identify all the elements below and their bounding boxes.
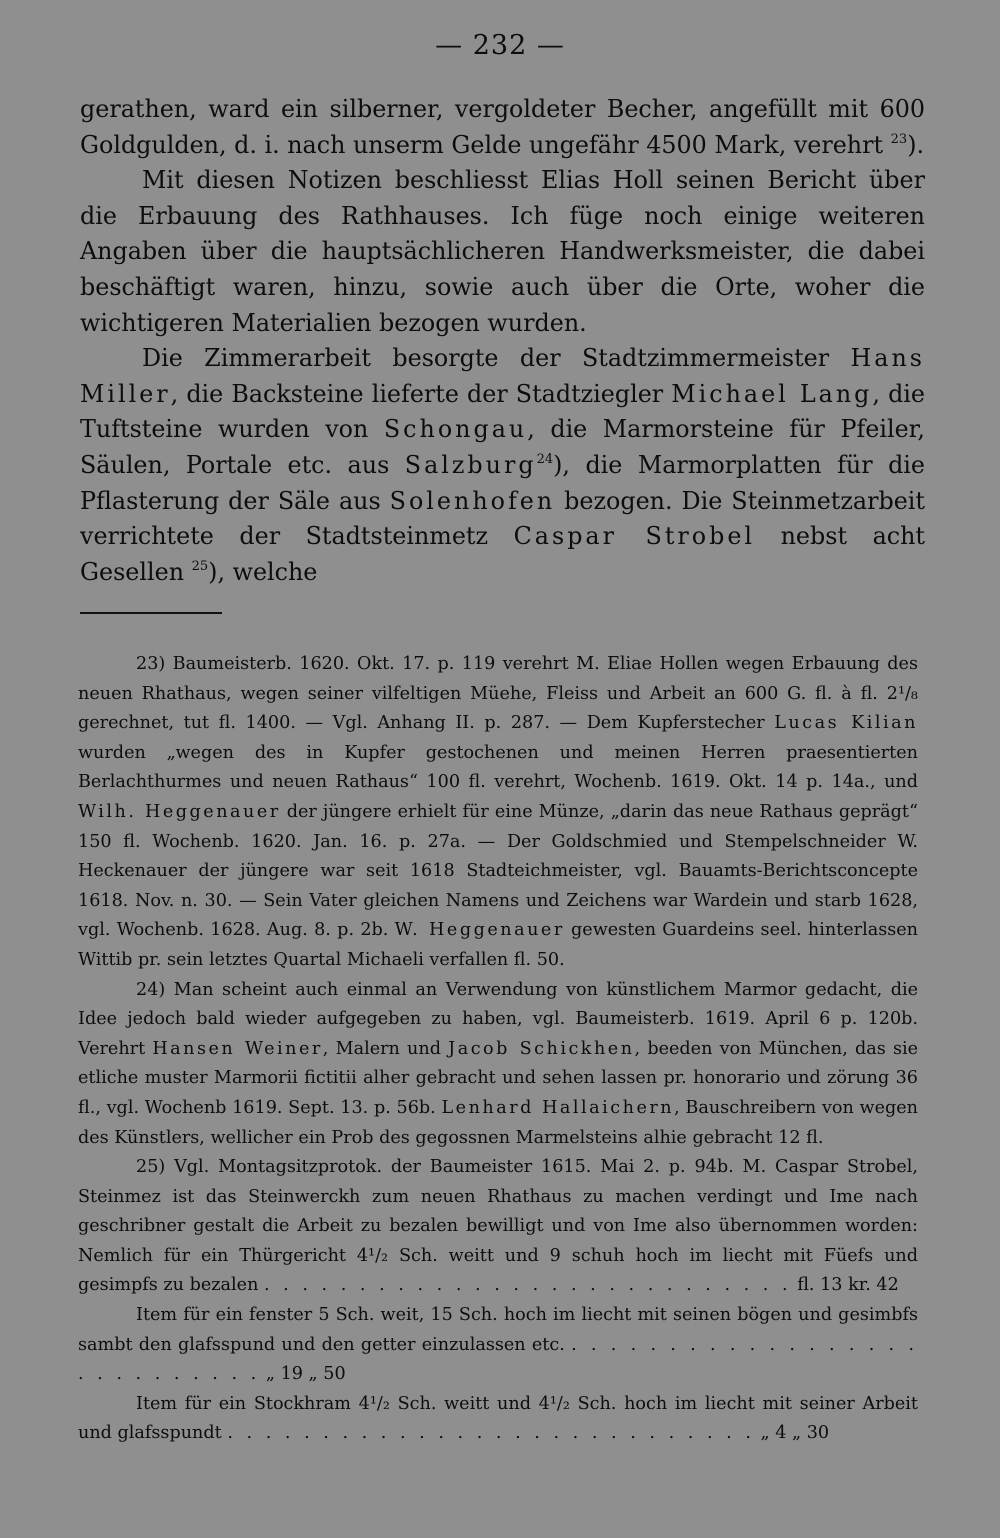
p3-text-h: ), welche [208, 557, 318, 586]
name-michael-lang: Michael Lang [671, 379, 873, 408]
footnote-ref-24: 24 [536, 451, 554, 467]
place-salzburg: Salzburg [404, 450, 537, 479]
fn24-text-b: , Malern und [322, 1038, 441, 1059]
item-fenster-text: Item für ein fenster 5 Sch. weit, 15 Sch. hoch im liecht mit seinen bögen und gesimbfs sambt den glafsspund und den getter einzulassen etc. [78, 1305, 918, 1355]
main-text [80, 92, 925, 590]
name-lucas-kilian: Lucas Kilian [774, 713, 919, 734]
amount-fenster: „ 19 „ 50 [265, 1364, 346, 1385]
name-w-heggenauer: W. Heggenauer [394, 920, 565, 941]
fn23-text-c: der jüngere erhielt für eine Münze, „darin das neue Rathaus geprägt“ 150 fl. Wochenb. 1620. Jan. 16. p. 27a. — Der Goldschmied und Stempelschneider W. Heckenauer der jüngere war seit 1618 Stadteichmeister, vgl. Bauamts-Berichtsconcepte 1618. Nov. n. 30. — Sein Vater gleichen Namens und Zeichens war Wardein und starb 1628, vgl. Wochenb. 1628. Aug. 8. p. 2b. [78, 801, 918, 941]
item-stockhram-text: Item für ein Stockhram 4¹/₂ Sch. weitt und 4¹/₂ Sch. hoch im liecht mit seiner Arbeit und glafsspundt [78, 1393, 918, 1444]
p3-text-f: bezogen. Die Steinmetzarbeit verrichtete der Stadtsteinmetz [80, 486, 925, 551]
item-stockhram [78, 1390, 918, 1449]
paragraph-1-end: ). [907, 130, 925, 159]
footnotes [78, 650, 918, 1449]
fn24-text-a: 24) Man scheint auch einmal an Verwendung von künstlichem Marmor gedacht, die Idee jedoch bald wieder aufgegeben zu haben, vgl. Baumeisterb. 1619. April 6 p. 120b. Verehrt [78, 979, 918, 1059]
footnote-ref-25: 25 [191, 558, 209, 574]
amount-thuergericht: fl. 13 kr. 42 [797, 1275, 899, 1296]
footnote-separator [80, 612, 222, 614]
page-number: — 232 — [435, 30, 565, 61]
fn25-text-a: 25) Vgl. Montagsitzprotok. der Baumeister 1615. Mai 2. p. 94b. M. Caspar Strobel, Steinmez ist das Steinwerckh zum neuen Rhathaus zu machen verdingt und Ime nach geschribner gestalt die Arbeit zu bezalen bewilligt und von Ime also übernommen worden: Nemlich für ein Thürgericht 4¹/₂ Sch. weitt und 9 schuh hoch im liecht mit Füefs und gesimpfs zu bezalen [78, 1157, 918, 1296]
fn23-text-a: 23) Baumeisterb. 1620. Okt. 17. p. 119 verehrt M. Eliae Hollen wegen Erbauung des neuen Rhathaus, wegen seiner vilfeltigen Müehe, Fleiss und Arbeit an 600 G. fl. à fl. 2¹/₈ gerechnet, tut fl. 1400. — Vgl. Anhang II. p. 287. — Dem Kupferstecher [78, 654, 918, 734]
fn23-text-b: wurden „wegen des in Kupfer gestochenen und meinen Herren praesentierten Berlachthurmes und neuen Rathaus“ 100 fl. verehrt, Wochenb. 1619. Okt. 14 p. 14a., und [78, 742, 918, 793]
fn24-text-c: , beeden von München, das sie etliche muster Marmorii fictitii alher gebracht und sehen lassen pr. honorario und zörung 36 fl., vgl. Wochenb 1619. Sept. 13. p. 56b. [78, 1038, 919, 1118]
footnote-24 [78, 976, 918, 1154]
p3-text-e: ), die Marmorplatten für die Pflasterung der Säle aus [80, 450, 925, 515]
amount-stockhram: „ 4 „ 30 [760, 1423, 830, 1444]
p3-text-c: , die Tuftsteine wurden von [80, 379, 925, 444]
p3-text-b: , die Backsteine lieferte der Stadtziegler [170, 379, 664, 408]
fn24-text-d: , Bauschreibern von wegen des Künstlers, wellicher ein Prob des gegossnen Marmelsteins alhie gebracht 12 fl. [78, 1097, 919, 1148]
paragraph-2: Mit diesen Notizen beschliesst Elias Holl seinen Bericht über die Erbauung des Rathhauses. Ich füge noch einige weiteren Angaben über die hauptsächlicheren Handwerksmeister, die dabei beschäftigt waren, hinzu, sowie auch über die Orte, woher die wichtigeren Materialien bezogen wurden. [80, 166, 925, 337]
name-jacob-schickhen: Jacob Schickhen [448, 1038, 635, 1059]
leader-dots-1: . . . . . . . . . . . . . . . . . . . . . . . . . . . . [264, 1275, 792, 1296]
place-schongau: Schongau [383, 415, 528, 444]
footnote-25 [78, 1153, 918, 1301]
leader-dots-3: . . . . . . . . . . . . . . . . . . . . . . . . . . . . [227, 1423, 755, 1444]
name-hansen-weiner: Hansen Weiner [152, 1038, 323, 1059]
leader-dots-2: . . . . . . . . . . . . . . . . . . . . . . . . . . . . [78, 1334, 918, 1385]
name-hans-miller: Hans Miller [80, 344, 925, 408]
footnote-23 [78, 650, 918, 976]
place-solenhofen: Solenhofen [389, 486, 556, 515]
name-caspar-strobel: Caspar Strobel [513, 522, 756, 551]
paragraph-1 [80, 92, 925, 163]
p3-text-a: Die Zimmerarbeit besorgte der Stadtzimmermeister [142, 344, 830, 373]
p3-text-d: , die Marmorsteine für Pfeiler, Säulen, Portale etc. aus [80, 415, 925, 479]
paragraph-1-text: gerathen, ward ein silberner, vergoldeter Becher, angefüllt mit 600 Goldgulden, d. i. nach unserm Gelde ungefähr 4500 Mark, verehrt [80, 95, 925, 159]
name-lenhard-hallaichern: Lenhard Hallaichern [441, 1097, 675, 1118]
name-wilh-heggenauer: Wilh. Heggenauer [78, 801, 281, 822]
item-fenster [78, 1301, 918, 1390]
footnote-ref-23: 23 [890, 131, 908, 147]
paragraph-3 [80, 341, 925, 590]
p3-text-g: nebst acht Gesellen [80, 522, 925, 586]
fn23-text-d: gewesten Guardeins seel. hinterlassen Wittib pr. sein letztes Quartal Michaeli verfallen fl. 50. [78, 920, 919, 970]
